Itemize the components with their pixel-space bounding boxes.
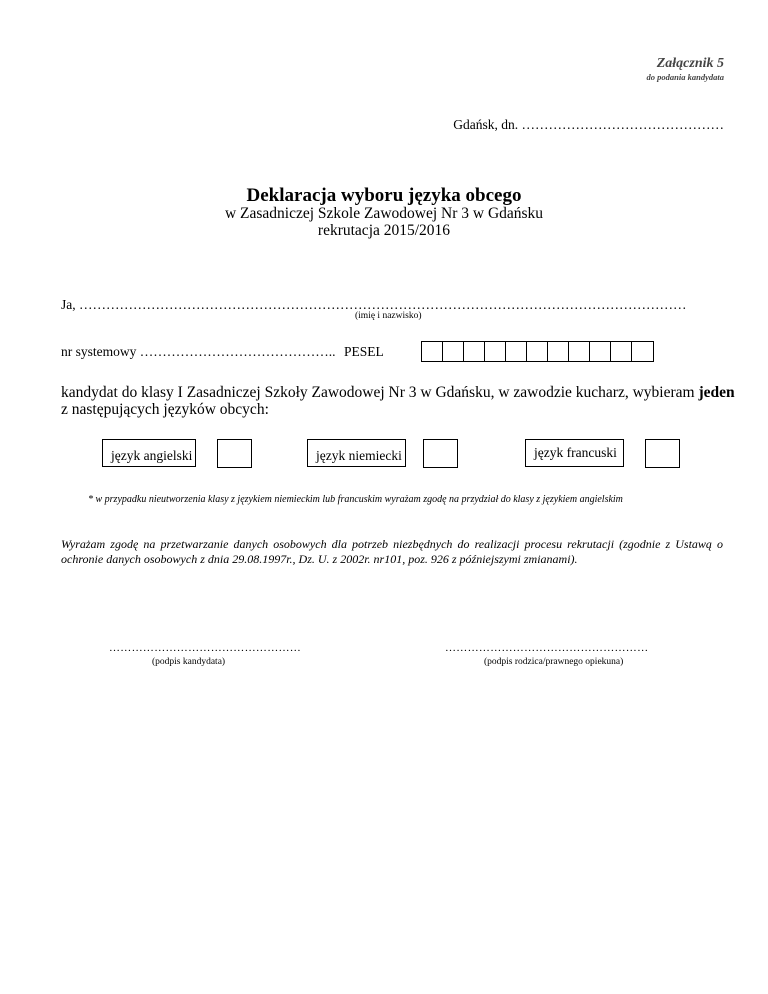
pesel-input-boxes[interactable] [421,341,654,362]
footnote: * w przypadku nieutworzenia klasy z językiem niemieckim lub francuskim wyrażam zgodę na przydział do klasy z językiem angielskim [88,494,623,505]
language-box-english [102,439,196,467]
language-box-german [307,439,406,467]
candidate-signature-caption: (podpis kandydata) [152,657,226,667]
statement-text [61,384,741,418]
pesel-digit-cell[interactable] [569,342,590,361]
statement-bold: jeden [698,384,735,401]
pesel-digit-cell[interactable] [422,342,443,361]
system-number-line[interactable]: nr systemowy …………………………………….. [61,344,336,359]
name-field-line[interactable]: Ja, ……………………………………………………………………………………………………………………… [61,297,687,312]
pesel-digit-cell[interactable] [548,342,569,361]
language-box-french [525,439,624,467]
school-line: w Zasadniczej Szkole Zawodowej Nr 3 w Gdańsku [224,205,544,222]
pesel-digit-cell[interactable] [464,342,485,361]
recruitment-line: rekrutacja 2015/2016 [317,222,451,239]
consent-text: Wyrażam zgodę na przetwarzanie danych osobowych dla potrzeb niezbędnych do realizacji procesu rekrutacji (zgodnie z Ustawą o ochronie danych osobowych z dnia 29.08.1997r., Dz. U. z 2002r. nr101, poz. 926 z późniejszymi zmianami). [61,537,723,566]
checkbox-french[interactable] [645,439,680,468]
declaration-title: Deklaracja wyboru języka obcego [246,185,522,206]
name-field-caption: (imię i nazwisko) [355,311,422,321]
annex-subtitle: do podania kandydata [646,72,724,82]
statement-after: z następujących języków obcych: [61,401,269,418]
parent-signature-line[interactable]: ……………………………………………… [445,642,649,654]
pesel-digit-cell[interactable] [527,342,548,361]
language-label-english: język angielski [111,448,193,463]
pesel-digit-cell[interactable] [506,342,527,361]
candidate-signature-line[interactable]: …………………………………………… [109,642,302,654]
pesel-digit-cell[interactable] [485,342,506,361]
statement-before: kandydat do klasy I Zasadniczej Szkoły Zawodowej Nr 3 w Gdańsku, w zawodzie kucharz, wybieram [61,384,699,401]
pesel-digit-cell[interactable] [590,342,611,361]
checkbox-english[interactable] [217,439,252,468]
pesel-digit-cell[interactable] [632,342,653,361]
pesel-digit-cell[interactable] [443,342,464,361]
parent-signature-caption: (podpis rodzica/prawnego opiekuna) [484,657,624,667]
annex-title: Załącznik 5 [656,56,724,71]
language-label-german: język niemiecki [316,448,402,463]
pesel-label: PESEL [344,344,384,359]
checkbox-german[interactable] [423,439,458,468]
pesel-digit-cell[interactable] [611,342,632,361]
language-label-french: język francuski [534,445,617,460]
place-date-line[interactable]: Gdańsk, dn. ……………………………………… [453,117,724,132]
